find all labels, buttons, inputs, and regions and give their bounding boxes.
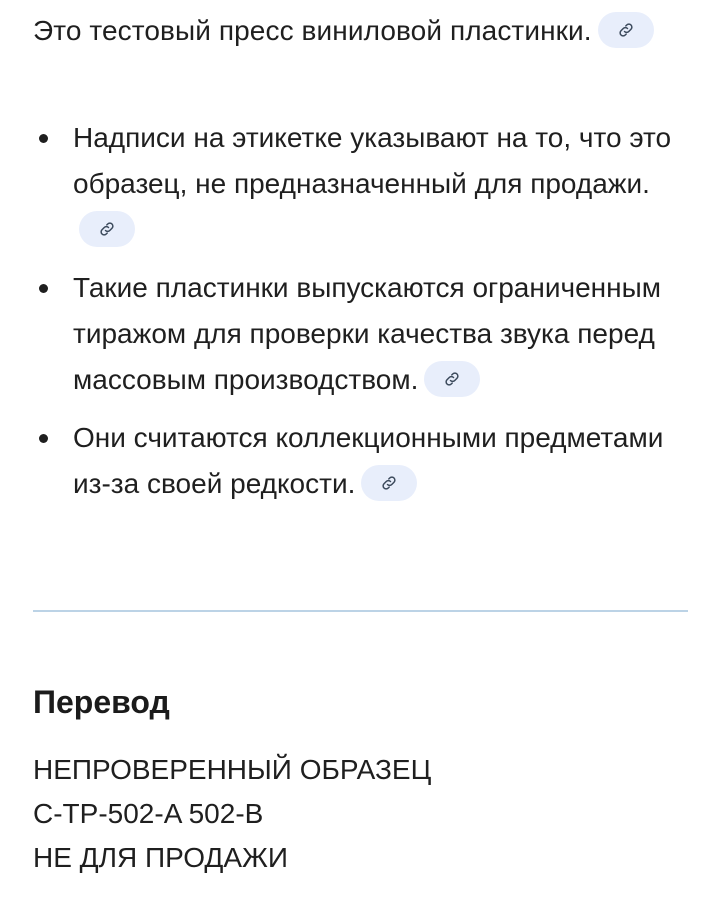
bullet-dot bbox=[39, 284, 48, 293]
bullet-text: Они считаются коллекционными предметами из-за своей редкости. bbox=[73, 422, 664, 499]
intro-text: Это тестовый пресс виниловой пластинки. bbox=[33, 15, 592, 46]
link-icon bbox=[617, 21, 635, 39]
list-item bbox=[0, 115, 720, 253]
bullet-list bbox=[0, 115, 720, 519]
section-divider bbox=[33, 610, 688, 612]
translation-line: C-TP-502-A 502-B bbox=[33, 798, 264, 829]
list-item bbox=[0, 265, 720, 403]
translation-block bbox=[33, 748, 431, 880]
citation-chip[interactable] bbox=[361, 465, 417, 501]
bullet-text: Надписи на этикетке указывают на то, что это образец, не предназначенный для продажи. bbox=[73, 122, 672, 199]
translation-line: НЕПРОВЕРЕННЫЙ ОБРАЗЕЦ bbox=[33, 754, 432, 785]
bullet-dot bbox=[39, 434, 48, 443]
link-icon bbox=[380, 474, 398, 492]
citation-chip[interactable] bbox=[424, 361, 480, 397]
citation-chip[interactable] bbox=[79, 211, 135, 247]
intro-paragraph bbox=[33, 8, 693, 54]
bullet-dot bbox=[39, 134, 48, 143]
translation-line: НЕ ДЛЯ ПРОДАЖИ bbox=[33, 842, 288, 873]
link-icon bbox=[98, 220, 116, 238]
link-icon bbox=[443, 370, 461, 388]
citation-chip[interactable] bbox=[598, 12, 654, 48]
bullet-text: Такие пластинки выпускаются ограниченным тиражом для проверки качества звука перед массовым производством. bbox=[73, 272, 661, 395]
section-title: Перевод bbox=[33, 684, 170, 720]
list-item bbox=[0, 415, 720, 507]
